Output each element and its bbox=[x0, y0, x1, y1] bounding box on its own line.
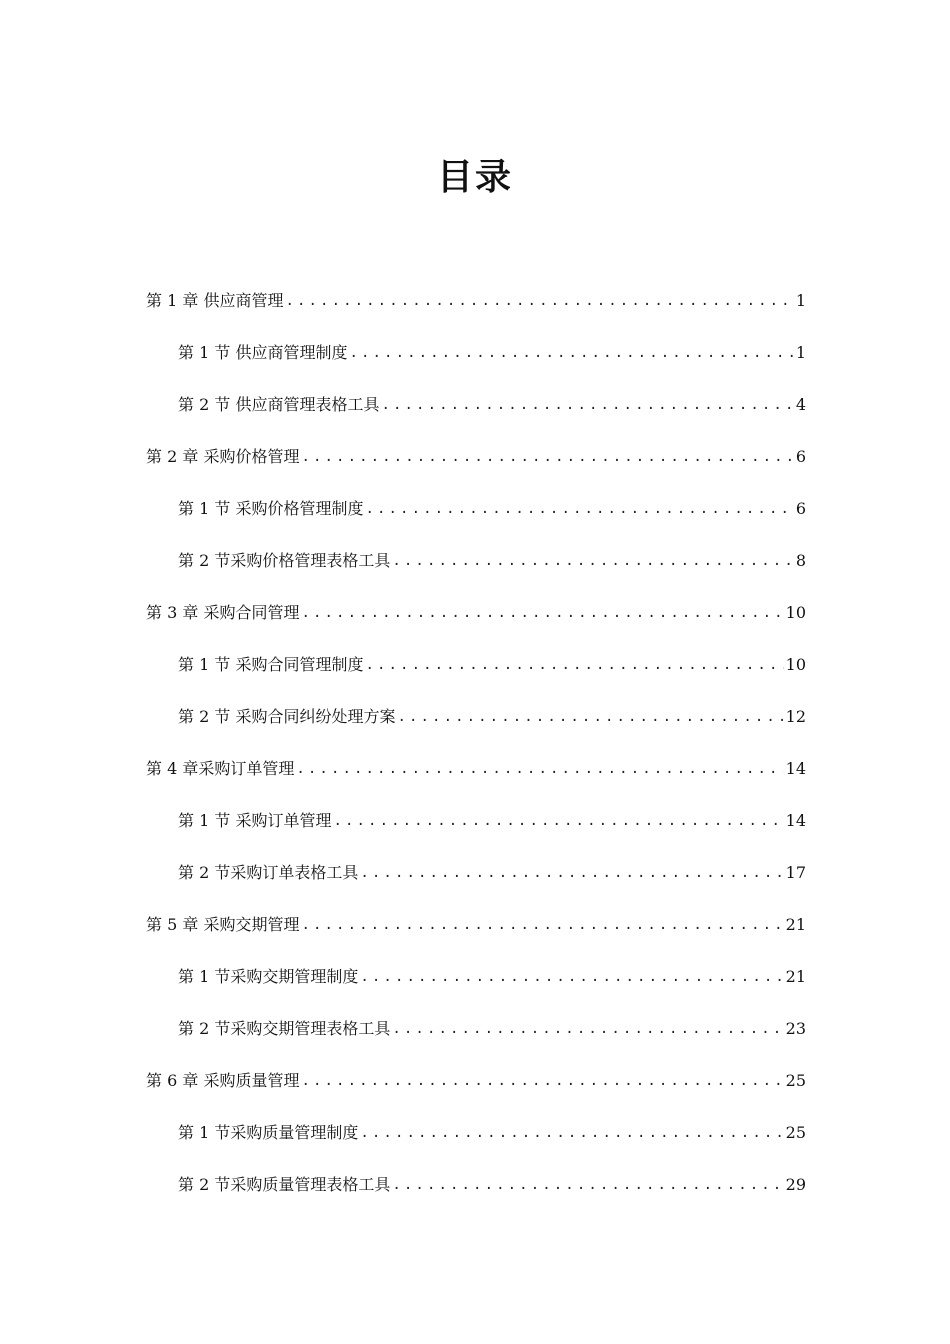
toc-entry-label: 第 2 章 采购价格管理 bbox=[146, 447, 300, 466]
toc-chapter-entry[interactable] bbox=[146, 1064, 806, 1092]
toc-section-entry[interactable] bbox=[178, 1012, 806, 1040]
toc-entry-label: 第 2 节 供应商管理表格工具 bbox=[178, 395, 380, 414]
toc-section-entry[interactable] bbox=[178, 648, 806, 676]
toc-entry-label: 第 2 节采购价格管理表格工具 bbox=[178, 551, 391, 570]
toc-page-number: 29 bbox=[785, 1175, 806, 1194]
toc-section-entry[interactable] bbox=[178, 544, 806, 572]
toc-section-entry[interactable] bbox=[178, 856, 806, 884]
toc-section-entry[interactable] bbox=[178, 1116, 806, 1144]
toc-page-number: 23 bbox=[785, 1019, 806, 1038]
toc-entry-label: 第 4 章采购订单管理 bbox=[146, 759, 295, 778]
toc-page-number: 4 bbox=[795, 395, 806, 414]
toc-dot-leader bbox=[392, 1174, 783, 1196]
toc-section-entry[interactable] bbox=[178, 336, 806, 364]
toc-dot-leader bbox=[360, 862, 783, 884]
toc-page-number: 6 bbox=[795, 447, 806, 466]
toc-dot-leader bbox=[392, 1018, 783, 1040]
toc-page-number: 6 bbox=[795, 499, 806, 518]
toc-entry-label: 第 5 章 采购交期管理 bbox=[146, 915, 300, 934]
toc-chapter-entry[interactable] bbox=[146, 752, 806, 780]
toc-dot-leader bbox=[360, 1122, 783, 1144]
toc-page-number: 10 bbox=[785, 603, 806, 622]
toc-page-number: 10 bbox=[785, 655, 806, 674]
toc-chapter-entry[interactable] bbox=[146, 596, 806, 624]
toc-dot-leader bbox=[365, 498, 793, 520]
toc-section-entry[interactable] bbox=[178, 960, 806, 988]
toc-page-number: 25 bbox=[785, 1123, 806, 1142]
toc-page-number: 17 bbox=[785, 863, 806, 882]
toc-dot-leader bbox=[360, 966, 783, 988]
toc-dot-leader bbox=[397, 706, 783, 728]
toc-page-number: 21 bbox=[785, 915, 806, 934]
toc-entry-label: 第 1 节 采购合同管理制度 bbox=[178, 655, 364, 674]
toc-entry-label: 第 3 章 采购合同管理 bbox=[146, 603, 300, 622]
toc-dot-leader bbox=[285, 290, 793, 312]
toc-page-number: 1 bbox=[795, 343, 806, 362]
toc-dot-leader bbox=[301, 1070, 783, 1092]
toc-page-number: 12 bbox=[785, 707, 806, 726]
toc-page-number: 14 bbox=[785, 759, 806, 778]
toc-entry-label: 第 1 节 采购价格管理制度 bbox=[178, 499, 364, 518]
toc-page-number: 25 bbox=[785, 1071, 806, 1090]
toc-section-entry[interactable] bbox=[178, 388, 806, 416]
toc-chapter-entry[interactable] bbox=[146, 440, 806, 468]
toc-entry-label: 第 2 节 采购合同纠纷处理方案 bbox=[178, 707, 396, 726]
toc-dot-leader bbox=[349, 342, 793, 364]
toc-dot-leader bbox=[301, 914, 783, 936]
toc-chapter-entry[interactable] bbox=[146, 908, 806, 936]
toc-entry-label: 第 1 节 采购订单管理 bbox=[178, 811, 332, 830]
toc-dot-leader bbox=[333, 810, 783, 832]
toc-dot-leader bbox=[365, 654, 783, 676]
toc-dot-leader bbox=[301, 446, 793, 468]
toc-section-entry[interactable] bbox=[178, 700, 806, 728]
toc-entry-label: 第 1 节采购交期管理制度 bbox=[178, 967, 359, 986]
toc-entry-label: 第 2 节采购交期管理表格工具 bbox=[178, 1019, 391, 1038]
page-title: 目录 bbox=[436, 157, 513, 198]
toc-dot-leader bbox=[301, 602, 783, 624]
toc-page-number: 8 bbox=[795, 551, 806, 570]
toc-entry-label: 第 1 节 供应商管理制度 bbox=[178, 343, 348, 362]
toc-section-entry[interactable] bbox=[178, 492, 806, 520]
toc-entry-label: 第 1 节采购质量管理制度 bbox=[178, 1123, 359, 1142]
toc-dot-leader bbox=[381, 394, 793, 416]
toc-section-entry[interactable] bbox=[178, 804, 806, 832]
toc-entry-label: 第 2 节采购质量管理表格工具 bbox=[178, 1175, 391, 1194]
toc-page-number: 1 bbox=[795, 291, 806, 310]
toc-section-entry[interactable] bbox=[178, 1168, 806, 1196]
toc-dot-leader bbox=[392, 550, 793, 572]
toc-page-number: 21 bbox=[785, 967, 806, 986]
toc-entry-label: 第 6 章 采购质量管理 bbox=[146, 1071, 300, 1090]
toc-entry-label: 第 2 节采购订单表格工具 bbox=[178, 863, 359, 882]
toc-entry-label: 第 1 章 供应商管理 bbox=[146, 291, 284, 310]
toc-dot-leader bbox=[296, 758, 783, 780]
toc-chapter-entry[interactable] bbox=[146, 284, 806, 312]
toc-page-number: 14 bbox=[785, 811, 806, 830]
